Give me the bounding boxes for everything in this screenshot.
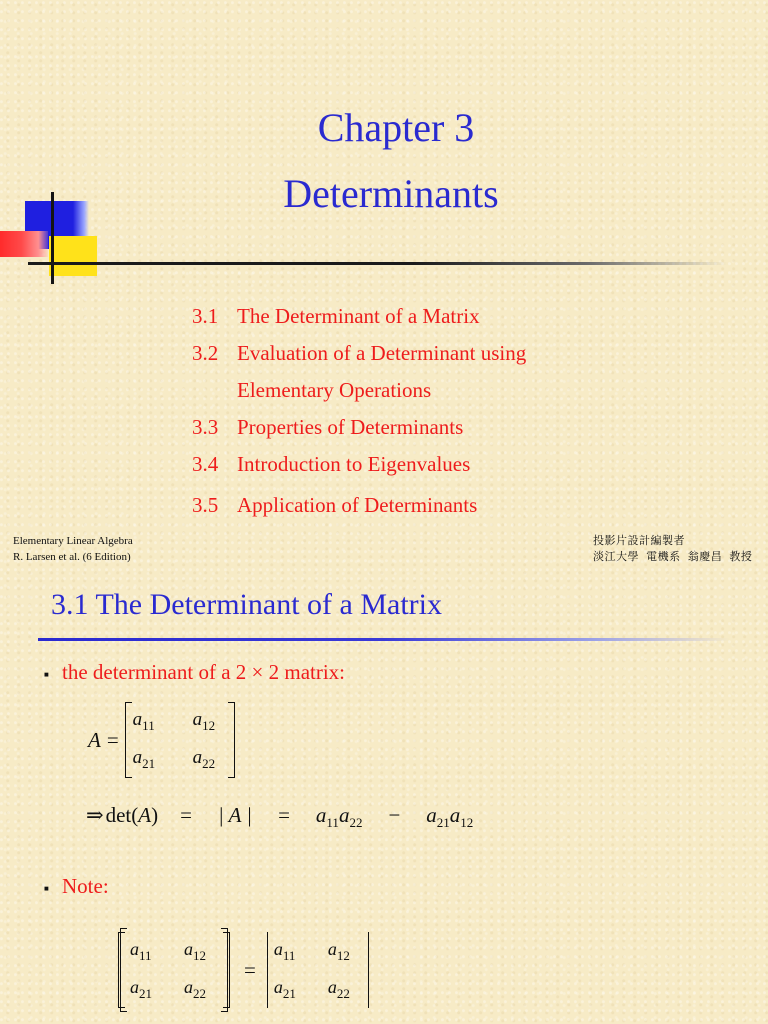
toc-text: Application of Determinants: [237, 493, 478, 517]
chapter-heading: Chapter 3: [317, 105, 475, 150]
determinant-formula: [86, 803, 473, 831]
matrix-cell: $a_{21}$: [273, 976, 296, 1001]
toc-text: Evaluation of a Determinant using: [237, 341, 527, 365]
matrix-cell: $a_{21}$: [130, 976, 152, 1001]
bullet-square-icon: [44, 666, 62, 681]
matrix-cell: $a_{22}$: [327, 976, 350, 1001]
toc-number: 3.2: [192, 341, 219, 365]
matrix-variable: A: [88, 727, 101, 752]
matrix-cell: $a_{11}$: [132, 708, 155, 733]
toc-text: The Determinant of a Matrix: [237, 304, 480, 328]
det-close-paren: ): [151, 803, 159, 827]
matrix-cell: $a_{22}$: [192, 746, 216, 771]
matrix-cell: $a_{12}$: [327, 938, 350, 963]
footer-credits-line1: 投影片設計編製者: [593, 534, 685, 547]
matrix-cell: $a_{12}$: [192, 708, 216, 733]
bullet-determinant-2x2: [44, 660, 345, 685]
toc-item: [192, 409, 526, 446]
bullet-note: [44, 874, 109, 899]
footer-course-title: Elementary Linear Algebra: [13, 535, 133, 547]
product-term-1: $a_{11}a_{22}$: [315, 803, 363, 830]
footer-course: [13, 533, 133, 565]
section-title: 3.1 The Determinant of a Matrix: [51, 588, 442, 621]
chapter-title: Determinants: [283, 171, 499, 216]
equals-sign: =: [180, 803, 192, 827]
matrix-cell: $a_{22}$: [184, 976, 206, 1001]
footer-course-author: R. Larsen et al. (6 Edition): [13, 551, 131, 563]
toc-text: Properties of Determinants: [237, 415, 464, 439]
matrix-cell: $a_{11}$: [130, 938, 152, 963]
toc-number: 3.5: [192, 493, 219, 517]
equals-sign: =: [278, 803, 290, 827]
decorative-yellow-square: [49, 236, 97, 276]
toc-text: Elementary Operations: [237, 378, 432, 402]
product-term-2: $a_{21}a_{12}$: [426, 803, 474, 830]
section-underline: [38, 638, 730, 641]
equals-sign: =: [106, 727, 119, 752]
equals-sign: =: [244, 957, 256, 982]
toc-item: [192, 487, 526, 524]
matrix-cell: $a_{21}$: [132, 746, 156, 771]
matrix-definition: [88, 702, 235, 778]
title-underline: [28, 262, 728, 265]
toc-number: 3.4: [192, 452, 219, 476]
abs-matrix: [266, 932, 370, 1008]
toc-text: Introduction to Eigenvalues: [237, 452, 471, 476]
toc-item: [192, 446, 526, 483]
decorative-vertical-line: [51, 192, 54, 284]
det-matrix-inner: [126, 932, 222, 1008]
abs-A: | A |: [217, 803, 253, 827]
det-matrix-outer: [118, 932, 230, 1008]
bullet-text: Note:: [62, 874, 109, 898]
toc-number: 3.1: [192, 304, 219, 328]
toc-item: [192, 298, 526, 335]
decorative-red-bar: [0, 231, 48, 257]
matrix-A: [125, 702, 235, 778]
footer-credits-line2: 淡江大學 電機系 翁慶昌 教授: [593, 550, 753, 563]
footer-credits: [593, 533, 752, 565]
implies-arrow-icon: ⇒: [86, 803, 104, 827]
det-argument: A: [138, 803, 152, 827]
toc-item: [192, 335, 526, 372]
note-equation: [112, 932, 370, 1008]
toc-number: 3.3: [192, 415, 219, 439]
matrix-cell: $a_{12}$: [184, 938, 206, 963]
table-of-contents: [192, 298, 526, 524]
matrix-cell: $a_{11}$: [273, 938, 296, 963]
toc-item: [192, 372, 526, 409]
bullet-square-icon: [44, 880, 62, 895]
bullet-text: the determinant of a 2 × 2 matrix:: [62, 660, 346, 684]
minus-sign: −: [388, 803, 401, 827]
det-function: det(: [105, 803, 139, 827]
